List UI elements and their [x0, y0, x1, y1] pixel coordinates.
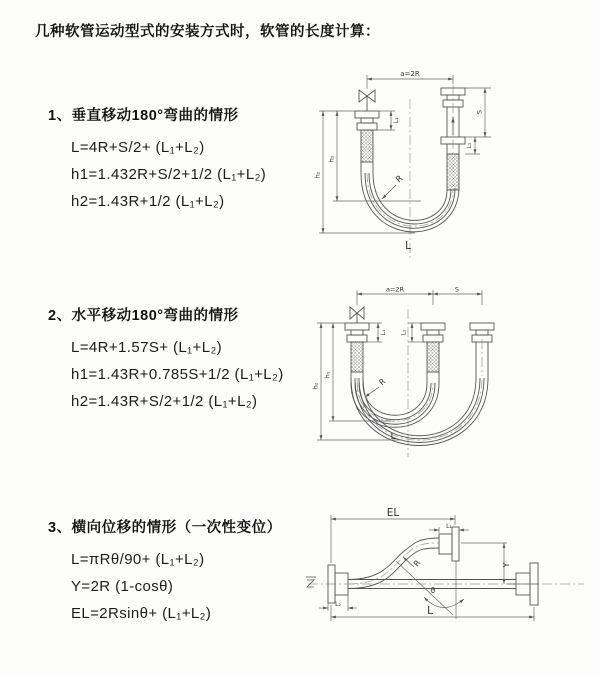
left-pipe-fitting	[355, 111, 379, 173]
radius-label: R	[377, 376, 388, 388]
dim-l1	[373, 111, 395, 130]
dim-label-l: L	[427, 605, 433, 617]
dim-label-l2: L₂	[400, 329, 408, 336]
hose-s-bend	[348, 538, 439, 589]
formula-h1: h1=1.43R+0.785S+1/2 (L₁+L₂)	[71, 366, 284, 383]
formula-length: L=4R+1.57S+ (L₁+L₂)	[71, 339, 223, 356]
section-2-formulas	[71, 334, 284, 415]
dim-label-l1: L₁	[393, 117, 400, 124]
centerlines	[410, 85, 453, 259]
dim-label-h2: h₂	[311, 382, 320, 390]
dim-label-l1: L₁	[380, 329, 387, 336]
section-vertical-movement	[48, 104, 266, 215]
section-1-formulas	[71, 134, 266, 215]
radius-label: R	[411, 558, 423, 569]
radius-leader	[365, 387, 379, 397]
dim-label-a2r: a=2R	[385, 285, 405, 294]
radius-leader	[382, 185, 396, 199]
dim-label-l2: L₂	[466, 142, 473, 149]
section-lateral-displacement	[48, 516, 282, 627]
dim-label-a2r: a=2R	[400, 70, 420, 78]
dim-label-s: S	[454, 285, 460, 294]
dim-label-l2: L₂	[335, 601, 341, 608]
formula-y: Y=2R (1-cosθ)	[71, 578, 174, 595]
section-3-formulas	[71, 546, 282, 627]
dim-y	[461, 543, 539, 584]
formula-el: EL=2Rsinθ+ (L₁+L₂)	[71, 605, 212, 622]
length-label: L	[405, 240, 411, 252]
dim-label-h1: h₁	[323, 371, 332, 379]
dim-label-h1: h₁	[327, 155, 336, 163]
dim-heights	[317, 323, 403, 440]
formula-h1: h1=1.432R+S/2+1/2 (L₁+L₂)	[71, 166, 267, 183]
diagram-vertical-u-bend	[303, 63, 588, 263]
dim-label-l1: L₁	[446, 523, 452, 530]
dim-label-s: S	[475, 109, 484, 115]
angle-label: θ	[430, 586, 436, 595]
section-1-heading: 1、垂直移动180°弯曲的情形	[48, 108, 239, 124]
radius-label: R	[394, 173, 406, 186]
formula-length: L=4R+S/2+ (L₁+L₂)	[71, 139, 205, 156]
section-2-heading: 2、水平移动180°弯曲的情形	[48, 308, 239, 324]
left-pipe-fitting	[345, 323, 369, 383]
page-title: 几种软管运动型式的安装方式时，软管的长度计算：	[35, 24, 380, 40]
dim-label-h2: h₂	[313, 171, 322, 179]
section-3-heading: 3、横向位移的情形（一次性变位）	[48, 520, 282, 536]
dim-label-y: Y	[502, 562, 511, 568]
diagram-lateral-s-bend	[298, 503, 598, 653]
dim-heights	[319, 111, 421, 233]
middle-pipe-fitting	[421, 323, 445, 383]
formula-h2: h2=1.43R+S/2+1/2 (L₁+L₂)	[71, 393, 258, 410]
centerline-mark	[306, 577, 316, 587]
formula-length: L=πRθ/90+ (L₁+L₂)	[71, 551, 205, 568]
section-horizontal-movement	[48, 304, 284, 415]
upper-flange-displaced	[439, 527, 459, 561]
valve-icon	[359, 90, 375, 111]
dim-a2r-s	[357, 290, 482, 305]
valve-icon	[350, 307, 364, 323]
formula-h2: h2=1.43R+1/2 (L₁+L₂)	[71, 193, 225, 210]
dim-label-el: EL	[386, 507, 400, 519]
length-label: L	[390, 432, 396, 442]
right-pipe-fitting	[470, 323, 494, 378]
diagram-horizontal-u-bend	[303, 283, 593, 463]
centerlines	[408, 309, 482, 457]
dim-el	[331, 515, 455, 563]
